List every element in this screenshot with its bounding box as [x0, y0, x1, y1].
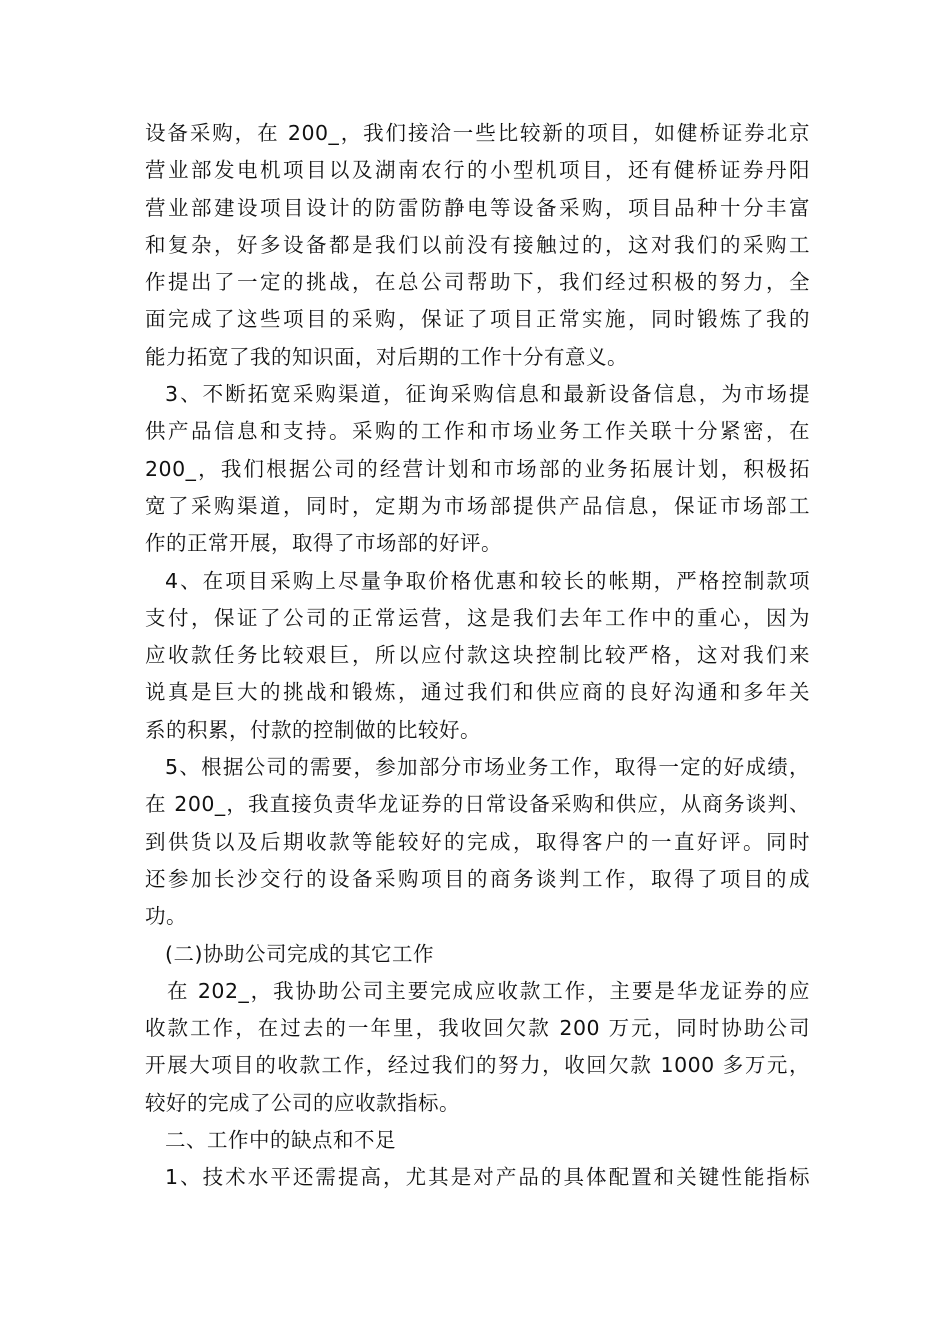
text-line: 在 202_，我协助公司主要完成应收款工作，主要是华龙证券的应 [167, 978, 810, 1003]
text-line: 系的积累，付款的控制做的比较好。 [145, 717, 481, 742]
text-line: 作的正常开展，取得了市场部的好评。 [145, 531, 502, 556]
text-line: 功。 [145, 904, 187, 929]
text-line: 收款工作，在过去的一年里，我收回欠款 200 万元，同时协助公司 [145, 1016, 810, 1041]
text-line: 还参加长沙交行的设备采购项目的商务谈判工作，取得了项目的成 [145, 866, 810, 891]
text-line: 营业部建设项目设计的防雷防静电等设备采购，项目品种十分丰富 [145, 195, 810, 220]
text-line: 开展大项目的收款工作，经过我们的努力，收回欠款 1000 多万元， [145, 1053, 810, 1078]
text-line: 营业部发电机项目以及湖南农行的小型机项目，还有健桥证券丹阳 [145, 158, 810, 183]
text-line: 能力拓宽了我的知识面，对后期的工作十分有意义。 [145, 344, 628, 369]
document-body [145, 115, 810, 1197]
text-line: 作提出了一定的挑战，在总公司帮助下，我们经过积极的努力，全 [145, 270, 810, 295]
text-line: 到供货以及后期收款等能较好的完成，取得客户的一直好评。同时 [145, 829, 810, 854]
text-line: 说真是巨大的挑战和锻炼，通过我们和供应商的良好沟通和多年关 [145, 680, 810, 705]
text-line: 4、在项目采购上尽量争取价格优惠和较长的帐期，严格控制款项 [165, 568, 810, 593]
text-line: 面完成了这些项目的采购，保证了项目正常实施，同时锻炼了我的 [145, 307, 810, 332]
text-line: 应收款任务比较艰巨，所以应付款这块控制比较严格，这对我们来 [145, 643, 810, 668]
text-line: 5、根据公司的需要，参加部分市场业务工作，取得一定的好成绩， [165, 755, 810, 780]
text-line: 二、工作中的缺点和不足 [165, 1128, 396, 1153]
text-line: 较好的完成了公司的应收款指标。 [145, 1090, 460, 1115]
text-line: 在 200_，我直接负责华龙证券的日常设备采购和供应，从商务谈判、 [145, 792, 810, 817]
text-line: 200_，我们根据公司的经营计划和市场部的业务拓展计划，积极拓 [145, 456, 810, 481]
text-line: 1、技术水平还需提高，尤其是对产品的具体配置和关键性能指标 [165, 1165, 810, 1190]
text-line: 设备采购，在 200_，我们接洽一些比较新的项目，如健桥证券北京 [145, 121, 810, 145]
text-line: 支付，保证了公司的正常运营，这是我们去年工作中的重心，因为 [145, 605, 810, 630]
text-line: 供产品信息和支持。采购的工作和市场业务工作关联十分紧密，在 [145, 419, 810, 444]
text-line: (二)协助公司完成的其它工作 [165, 941, 434, 966]
text-line: 宽了采购渠道，同时，定期为市场部提供产品信息，保证市场部工 [145, 493, 810, 518]
text-line: 3、不断拓宽采购渠道，征询采购信息和最新设备信息，为市场提 [165, 382, 810, 407]
text-line: 和复杂，好多设备都是我们以前没有接触过的，这对我们的采购工 [145, 232, 810, 257]
